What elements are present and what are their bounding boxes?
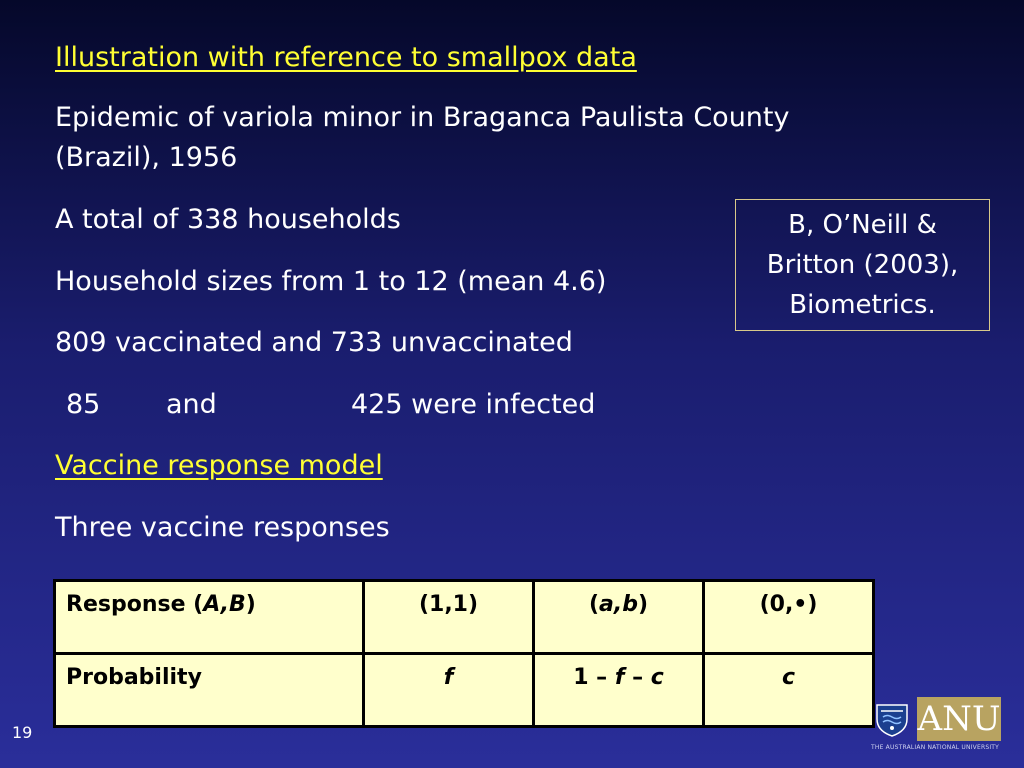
table-cell-f: f [364, 654, 534, 727]
table-cell-c: c [704, 654, 874, 727]
table-cell-label: Probability [55, 654, 364, 727]
table-row-probability [55, 654, 874, 727]
vaccination-text: 809 vaccinated and 733 unvaccinated [55, 327, 573, 358]
table-cell-1fc: 1 – f – c [534, 654, 704, 727]
reference-box [735, 199, 990, 331]
epidemic-text: Epidemic of variola minor in Braganca Paulista County (Brazil), 1956 [55, 102, 790, 173]
infected-vaccinated-count: 85 [66, 389, 101, 420]
anu-logo [873, 697, 1005, 755]
reference-line: Biometrics. [789, 290, 936, 320]
crest-icon [873, 703, 911, 737]
households-text: A total of 338 households [55, 204, 401, 235]
anu-wordmark: ANU [917, 699, 1001, 739]
household-sizes-text: Household sizes from 1 to 12 (mean 4.6) [55, 266, 607, 297]
response-table [53, 579, 875, 728]
slide-number: 19 [12, 723, 33, 742]
responses-text: Three vaccine responses [55, 512, 390, 543]
table-row-response [55, 581, 874, 654]
reference-line: B, O’Neill & [788, 210, 937, 240]
model-heading: Vaccine response model [55, 450, 383, 481]
infected-rest: 425 were infected [351, 389, 596, 420]
table-cell: (1,1) [364, 581, 534, 654]
section-title: Illustration with reference to smallpox data [55, 42, 637, 73]
anu-subtitle: THE AUSTRALIAN NATIONAL UNIVERSITY [871, 744, 1000, 751]
reference-line: Britton (2003), [766, 250, 959, 280]
table-cell-label: Response (A,B) [55, 581, 364, 654]
table-cell: (0,•) [704, 581, 874, 654]
table-cell-ab: (a,b) [534, 581, 704, 654]
infected-and: and [166, 389, 217, 420]
